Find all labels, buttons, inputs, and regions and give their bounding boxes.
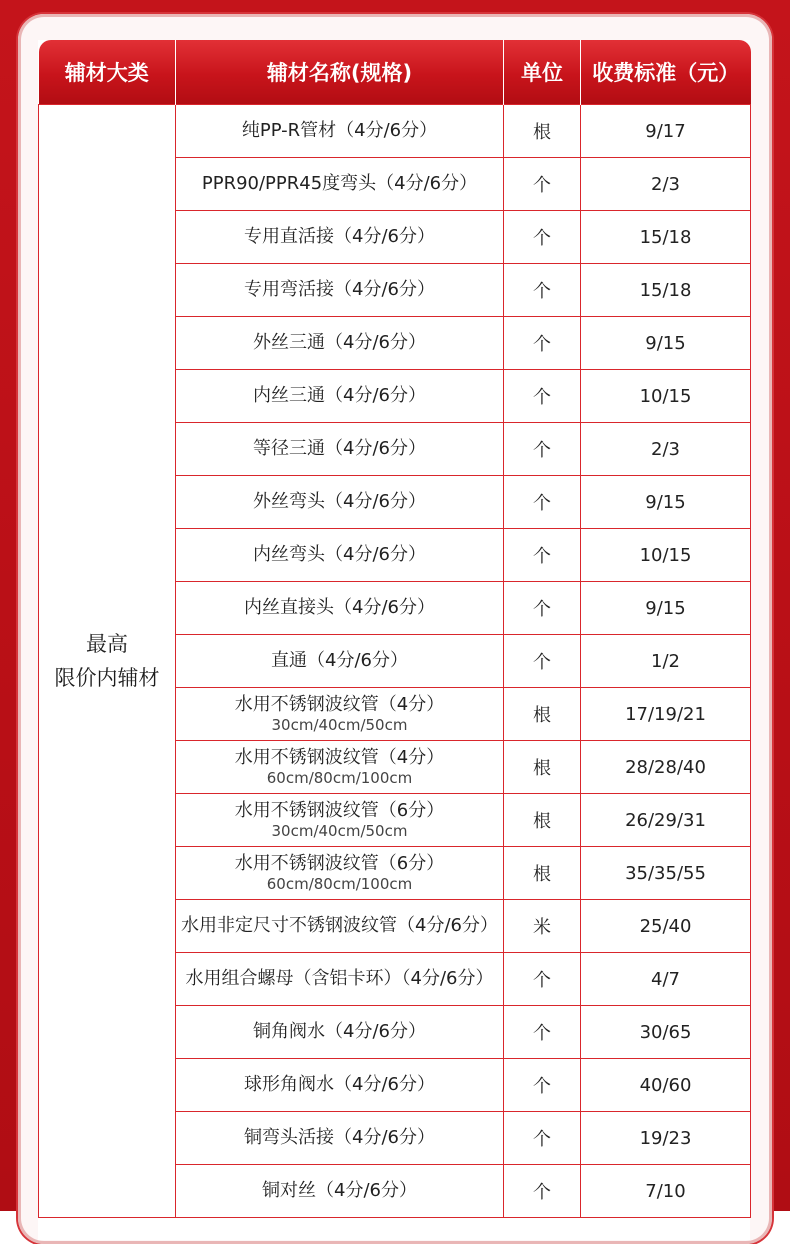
item-price: 4/7 [581,953,751,1006]
item-name: 水用不锈钢波纹管（6分） [234,853,445,874]
item-unit: 个 [504,635,581,688]
item-price: 15/18 [581,211,751,264]
item-name-cell [176,847,504,900]
item-unit: 个 [504,1059,581,1112]
item-name-cell [176,1059,504,1112]
item-name-cell [176,105,504,158]
item-name: 铜弯头活接（4分/6分） [244,1127,435,1148]
item-price: 26/29/31 [581,794,751,847]
item-price: 10/15 [581,529,751,582]
item-name: 铜角阀水（4分/6分） [253,1021,426,1042]
item-name: 外丝三通（4分/6分） [253,332,426,353]
item-price: 9/15 [581,476,751,529]
item-unit: 个 [504,476,581,529]
item-name-cell [176,370,504,423]
item-price: 9/15 [581,317,751,370]
item-price: 25/40 [581,900,751,953]
item-price: 40/60 [581,1059,751,1112]
item-unit: 个 [504,264,581,317]
item-name-cell [176,476,504,529]
item-price: 17/19/21 [581,688,751,741]
item-price: 30/65 [581,1006,751,1059]
item-name-cell [176,688,504,741]
item-spec: 60cm/80cm/100cm [266,875,413,893]
item-name: 球形角阀水（4分/6分） [244,1074,435,1095]
item-name-cell [176,529,504,582]
item-unit: 根 [504,741,581,794]
item-name-cell [176,900,504,953]
item-name-cell [176,158,504,211]
item-unit: 个 [504,370,581,423]
item-name: 专用直活接（4分/6分） [244,226,435,247]
item-name-cell [176,1112,504,1165]
item-price: 9/17 [581,105,751,158]
table-body [39,105,751,1218]
table-header-row [39,40,751,105]
item-spec: 30cm/40cm/50cm [271,716,408,734]
item-unit: 个 [504,953,581,1006]
item-unit: 个 [504,582,581,635]
item-unit: 个 [504,158,581,211]
item-price: 10/15 [581,370,751,423]
item-name: 铜对丝（4分/6分） [262,1180,417,1201]
item-name-cell [176,1165,504,1218]
item-unit: 米 [504,900,581,953]
header-category: 辅材大类 [39,40,176,105]
item-price: 15/18 [581,264,751,317]
item-name-cell [176,264,504,317]
item-price: 7/10 [581,1165,751,1218]
item-price: 2/3 [581,423,751,476]
item-spec: 30cm/40cm/50cm [271,822,408,840]
item-unit: 根 [504,847,581,900]
header-name: 辅材名称(规格) [176,40,504,105]
item-price: 1/2 [581,635,751,688]
item-name-cell [176,1006,504,1059]
item-spec: 60cm/80cm/100cm [266,769,413,787]
item-unit: 个 [504,529,581,582]
header-unit: 单位 [504,40,581,105]
item-name: 内丝弯头（4分/6分） [253,544,426,565]
table-row [39,105,751,158]
item-name: 纯PP-R管材（4分/6分） [241,120,438,141]
item-price: 9/15 [581,582,751,635]
item-name: 水用不锈钢波纹管（4分） [234,747,445,768]
item-name: 直通（4分/6分） [271,650,408,671]
item-name-cell [176,211,504,264]
item-unit: 个 [504,423,581,476]
item-name-cell [176,423,504,476]
item-unit: 个 [504,1112,581,1165]
item-unit: 根 [504,794,581,847]
item-name-cell [176,741,504,794]
item-name: 内丝三通（4分/6分） [253,385,426,406]
item-price: 19/23 [581,1112,751,1165]
item-name: 专用弯活接（4分/6分） [244,279,435,300]
header-price: 收费标准（元） [581,40,751,105]
item-name-cell [176,635,504,688]
item-price: 35/35/55 [581,847,751,900]
price-table-container [38,40,750,1240]
item-unit: 根 [504,688,581,741]
item-name-cell [176,582,504,635]
item-name-cell [176,953,504,1006]
item-unit: 个 [504,317,581,370]
item-name: 水用非定尺寸不锈钢波纹管（4分/6分） [181,915,498,936]
item-name: PPR90/PPR45度弯头（4分/6分） [201,173,478,194]
item-name: 水用组合螺母（含铝卡环）（4分/6分） [185,968,494,989]
item-unit: 个 [504,211,581,264]
item-price: 28/28/40 [581,741,751,794]
item-name-cell [176,317,504,370]
category-label-line1: 最高 [86,632,128,656]
item-name: 水用不锈钢波纹管（6分） [234,800,445,821]
item-name: 等径三通（4分/6分） [253,438,426,459]
category-cell [39,105,176,1218]
item-unit: 根 [504,105,581,158]
item-unit: 个 [504,1165,581,1218]
category-label-line2: 限价内辅材 [54,666,160,690]
price-table [38,40,751,1218]
item-unit: 个 [504,1006,581,1059]
item-name: 内丝直接头（4分/6分） [244,597,435,618]
item-name: 水用不锈钢波纹管（4分） [234,694,445,715]
item-name-cell [176,794,504,847]
item-price: 2/3 [581,158,751,211]
item-name: 外丝弯头（4分/6分） [253,491,426,512]
